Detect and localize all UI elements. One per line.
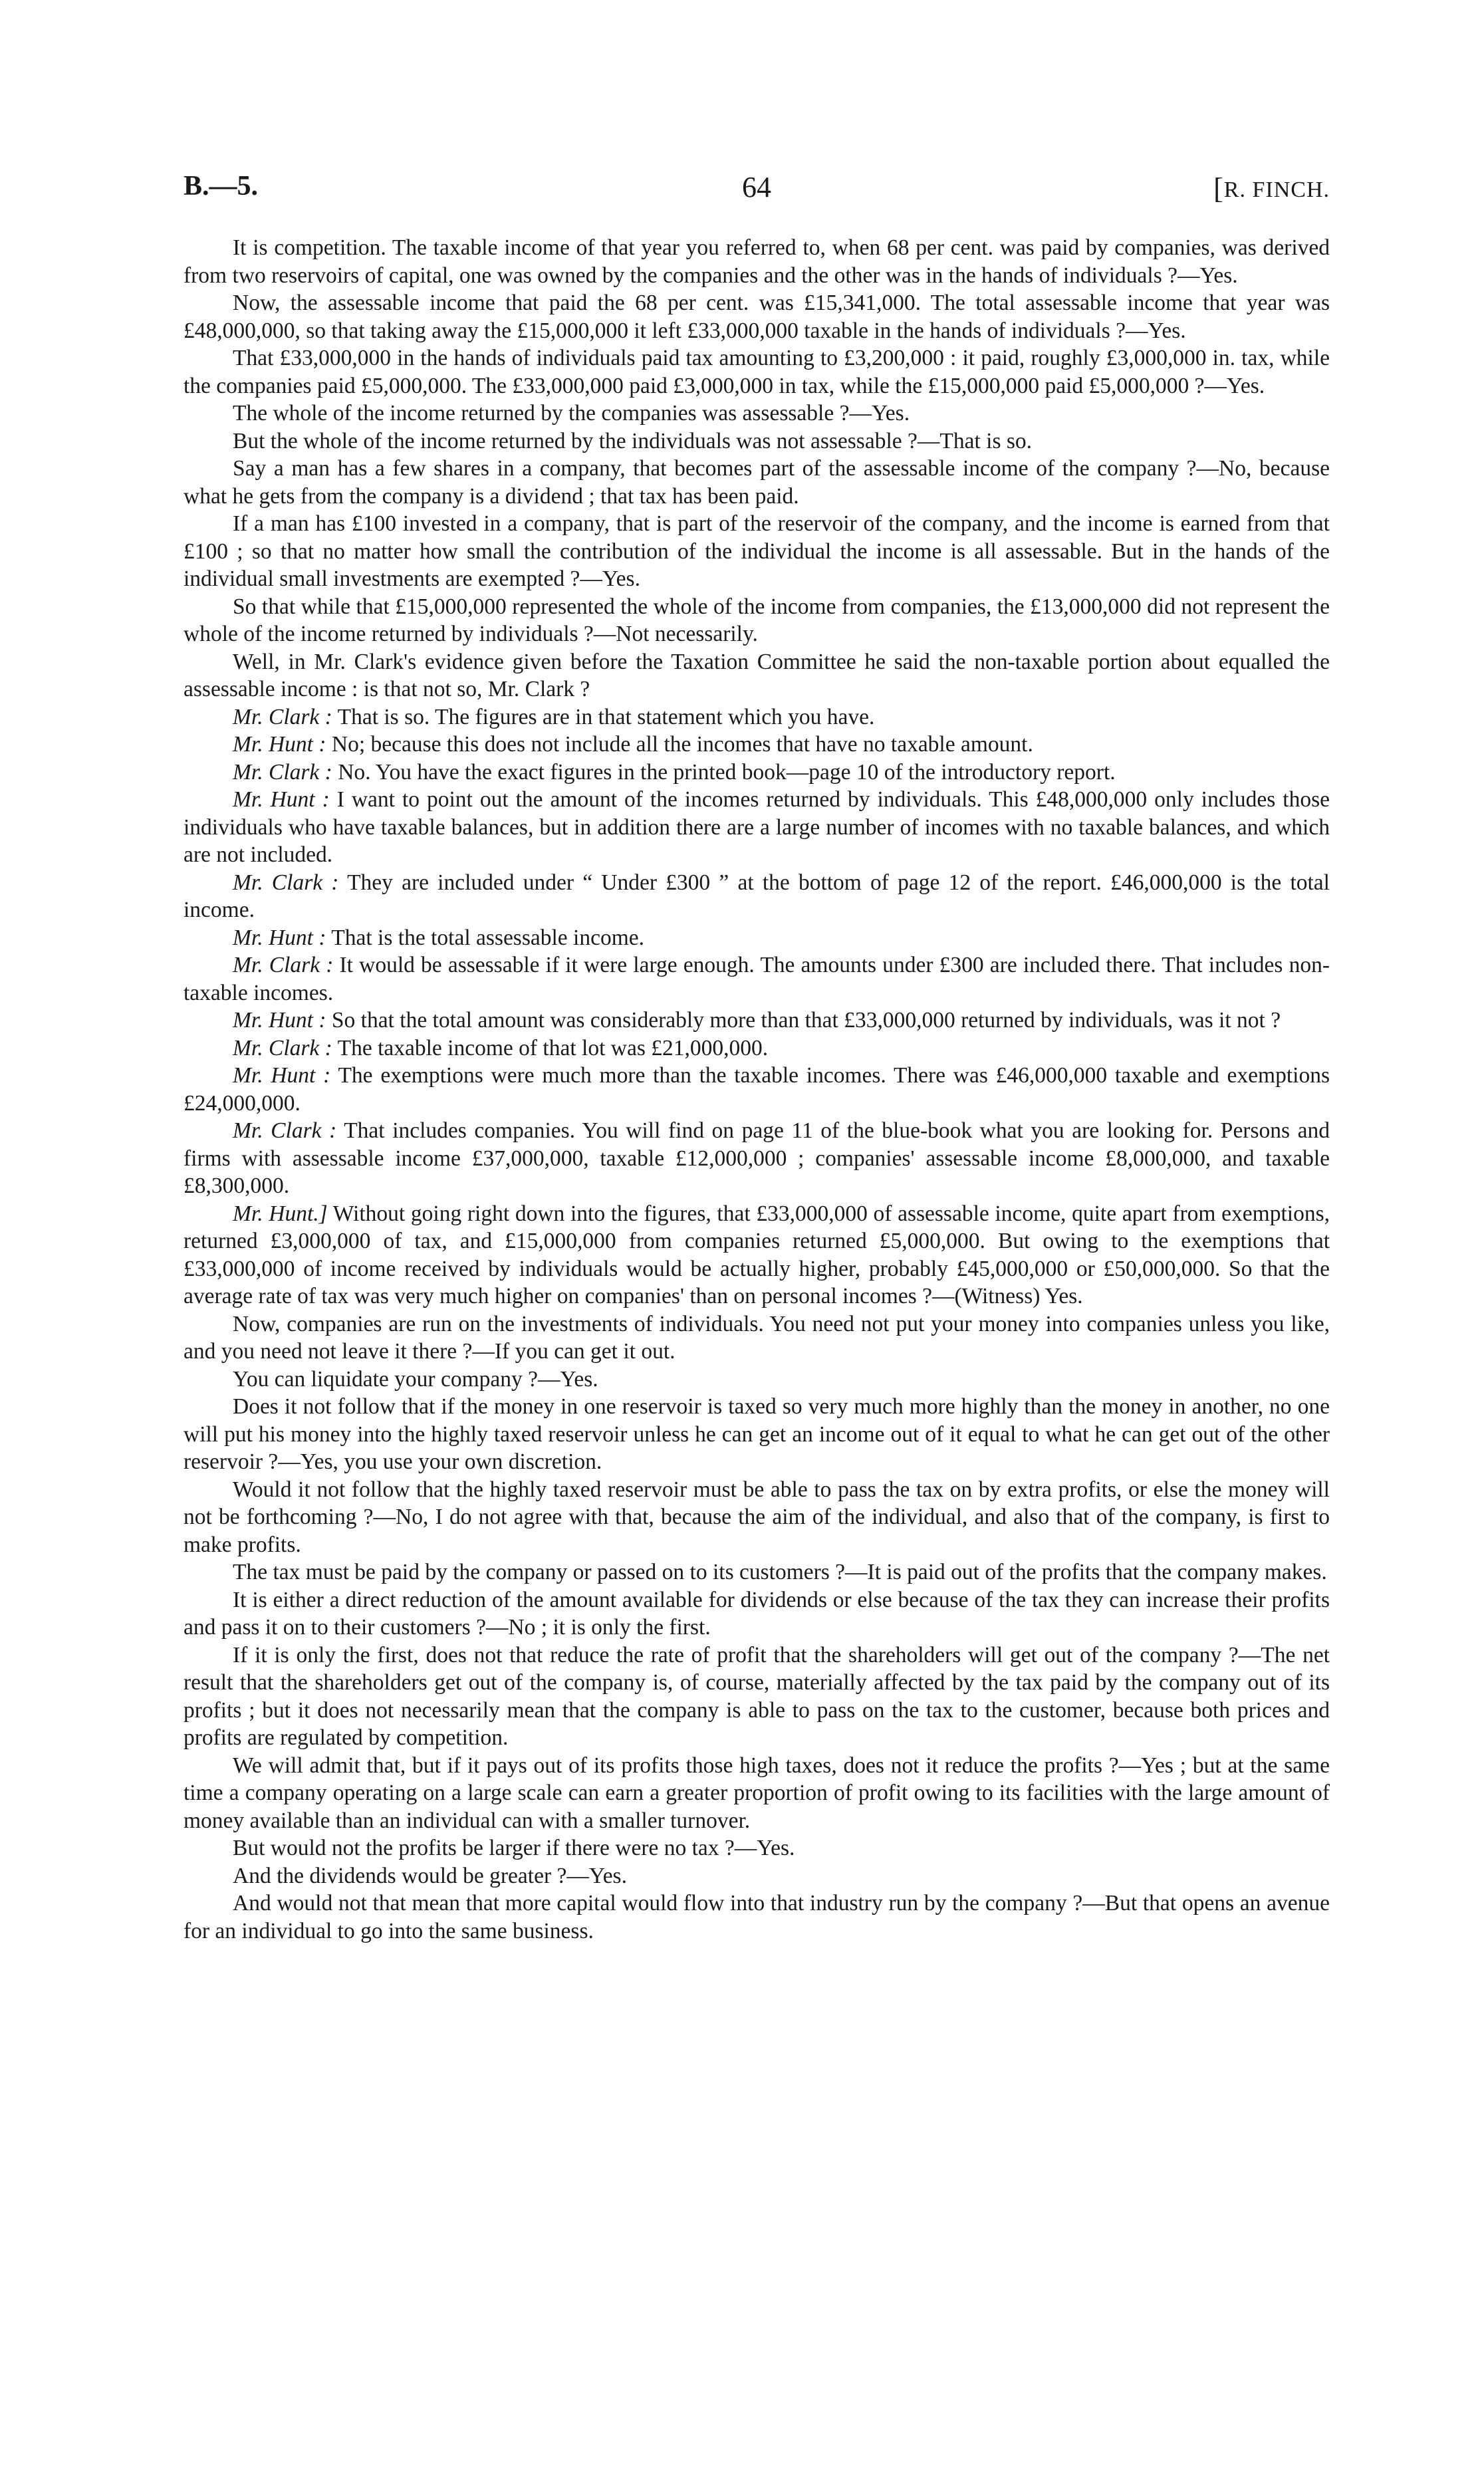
paragraph [184, 428, 1330, 455]
paragraph-text: The tax must be paid by the company or passed on to its customers ?—It is paid out of the profits that the company makes. [233, 1560, 1327, 1584]
paragraph-text: We will admit that, but if it pays out of its profits those high taxes, does not it reduce the profits ?—Yes ; but at the same time a company operating on a large scale can earn a greater proportion of profit owing to its facilities with the large amount of money available than an individual can with a smaller turnover. [184, 1753, 1330, 1833]
paragraph [184, 1007, 1330, 1035]
paragraph-text: Now, the assessable income that paid the 68 per cent. was £15,341,000. The total assessable income that year was £48,000,000, so that taking away the £15,000,000 it left £33,000,000 taxable in the hands of individuals ?—Yes. [184, 291, 1330, 343]
header-bracket: [ [1213, 172, 1224, 205]
paragraph [184, 1752, 1330, 1835]
paragraph [184, 648, 1330, 703]
paragraph [184, 1062, 1330, 1117]
paragraph-text: You can liquidate your company ?—Yes. [233, 1366, 598, 1392]
paragraph [184, 1310, 1330, 1366]
paragraph-text: It is competition. The taxable income of that year you referred to, when 68 per cent. was paid by companies, was derived from two reservoirs of capital, one was owned by the companies and the other was in the hands of individuals ?—Yes. [184, 235, 1330, 288]
paragraph [184, 289, 1330, 344]
speaker-label: Mr. Hunt.] [233, 1201, 328, 1226]
paragraph [184, 1586, 1330, 1642]
document-reference: B.—5. [184, 171, 259, 201]
paragraph-text: They are included under “ Under £300 ” at the bottom of page 12 of the report. £46,000,000 is the total income. [184, 870, 1330, 922]
speaker-label: Mr. Clark : [233, 1035, 332, 1060]
paragraph-text: Without going right down into the figures, that £33,000,000 of assessable income, quite apart from exemptions, returned £3,000,000 of tax, and £15,000,000 from companies returned £5,000,000. But owing to the exemptions that £33,000,000 of income received by individuals would be actually higher, probably £45,000,000 or £50,000,000. So that the average rate of tax was very much higher on companies' than on personal incomes ?—(Witness) Yes. [184, 1201, 1330, 1308]
speaker-label: Mr. Hunt : [233, 1063, 331, 1088]
paragraph-text: The exemptions were much more than the taxable incomes. There was £46,000,000 taxable and exemptions £24,000,000. [184, 1063, 1330, 1116]
paragraph [184, 344, 1330, 400]
paragraph-text: It would be assessable if it were large enough. The amounts under £300 are included there. That includes non-taxable incomes. [184, 953, 1330, 1005]
paragraph-text: And the dividends would be greater ?—Yes. [233, 1863, 627, 1888]
paragraph-text: The taxable income of that lot was £21,000,000. [337, 1035, 769, 1060]
paragraph-text: No. You have the exact figures in the printed book—page 10 of the introductory report. [338, 759, 1116, 785]
witness-name-text: R. FINCH. [1223, 178, 1330, 202]
paragraph [184, 1200, 1330, 1310]
paragraph [184, 1393, 1330, 1476]
paragraph-text: Would it not follow that the highly taxed reservoir must be able to pass the tax on by extra profits, or else the money will not be forthcoming ?—No, I do not agree with that, because the aim of the individual, and also that of the company, is first to make profits. [184, 1477, 1330, 1557]
paragraph-text: So that the total amount was considerably more than that £33,000,000 returned by individuals, was it not ? [331, 1008, 1281, 1033]
speaker-label: Mr. Hunt : [233, 732, 326, 757]
paragraph [184, 1862, 1330, 1890]
paragraph-text: And would not that mean that more capital would flow into that industry run by the company ?—But that opens an avenue for an individual to go into the same business. [184, 1891, 1330, 1943]
paragraph-text: I want to point out the amount of the incomes returned by individuals. This £48,000,000 only includes those individuals who have taxable balances, but in addition there are a large number of incomes with no taxable balances, and which are not included. [184, 787, 1330, 867]
speaker-label: Mr. Clark : [233, 953, 334, 977]
paragraph [184, 1117, 1330, 1200]
page-body [184, 234, 1330, 1945]
paragraph [184, 510, 1330, 593]
paragraph-text: Does it not follow that if the money in one reservoir is taxed so very much more highly than the money in another, no one will put his money into the highly taxed reservoir unless he can get an income out of it equal to what he can get out of the other reservoir ?—Yes, you use your own discretion. [184, 1394, 1330, 1474]
paragraph-text: That includes companies. You will find on page 11 of the blue-book what you are looking for. Persons and firms with assessable income £37,000,000, taxable £12,000,000 ; companies' assessable income £8,000,000, and taxable £8,300,000. [184, 1118, 1330, 1198]
paragraph [184, 1642, 1330, 1752]
speaker-label: Mr. Clark : [233, 870, 339, 895]
paragraph-text: So that while that £15,000,000 represented the whole of the income from companies, the £13,000,000 did not represent the whole of the income returned by individuals ?—Not necessarily. [184, 594, 1330, 646]
paragraph [184, 1834, 1330, 1862]
paragraph [184, 759, 1330, 787]
page-number: 64 [742, 171, 771, 203]
paragraph-text: Say a man has a few shares in a company, that becomes part of the assessable income of the company ?—No, because what he gets from the company is a dividend ; that tax has been paid. [184, 456, 1330, 509]
paragraph [184, 951, 1330, 1007]
paragraph-text: Now, companies are run on the investments of individuals. You need not put your money into companies unless you like, and you need not leave it there ?—If you can get it out. [184, 1311, 1330, 1364]
paragraph-text: The whole of the income returned by the companies was assessable ?—Yes. [233, 401, 910, 426]
paragraph [184, 1476, 1330, 1559]
paragraph [184, 1890, 1330, 1945]
speaker-label: Mr. Hunt : [233, 1008, 326, 1033]
paragraph [184, 869, 1330, 924]
paragraph-text: But the whole of the income returned by the individuals was not assessable ?—That is so. [233, 428, 1033, 453]
paragraph-text: If a man has £100 invested in a company, that is part of the reservoir of the company, and the income is earned from that £100 ; so that no matter how small the contribution of the individual the income is all assessable. But in the hands of the individual small investments are exempted ?—Yes. [184, 511, 1330, 591]
paragraph-text: It is either a direct reduction of the amount available for dividends or else because of the tax they can increase their profits and pass it on to their customers ?—No ; it is only the first. [184, 1587, 1330, 1640]
paragraph-text: But would not the profits be larger if there were no tax ?—Yes. [233, 1836, 795, 1860]
paragraph-text: That is the total assessable income. [331, 925, 645, 950]
paragraph [184, 924, 1330, 952]
paragraph [184, 1366, 1330, 1394]
paragraph [184, 455, 1330, 510]
speaker-label: Mr. Clark : [233, 759, 332, 785]
paragraph [184, 1558, 1330, 1586]
paragraph [184, 1035, 1330, 1062]
speaker-label: Mr. Hunt : [233, 925, 326, 950]
paragraph [184, 703, 1330, 731]
speaker-label: Mr. Clark : [233, 704, 332, 729]
paragraph [184, 234, 1330, 289]
speaker-label: Mr. Clark : [233, 1118, 337, 1143]
paragraph [184, 400, 1330, 428]
paragraph-text: That £33,000,000 in the hands of individuals paid tax amounting to £3,200,000 : it paid, roughly £3,000,000 in. tax, while the companies paid £5,000,000. The £33,000,000 paid £3,000,000 in tax, while the £15,000,000 paid £5,000,000 ?—Yes. [184, 346, 1330, 398]
paragraph-text: That is so. The figures are in that statement which you have. [337, 704, 875, 729]
paragraph-text: Well, in Mr. Clark's evidence given before the Taxation Committee he said the non-taxable portion about equalled the assessable income : is that not so, Mr. Clark ? [184, 649, 1330, 701]
paragraph-text: No; because this does not include all the incomes that have no taxable amount. [331, 732, 1033, 757]
paragraph-text: If it is only the first, does not that reduce the rate of profit that the shareholders will get out of the company ?—The net result that the shareholders get out of the company is, of course, materially affected by the tax paid by the company out of its profits ; but it does not necessarily mean that the company is able to pass on the tax to the customer, because both prices and profits are regulated by competition. [184, 1642, 1330, 1750]
witness-name [1213, 170, 1330, 204]
paragraph [184, 731, 1330, 759]
page-header [184, 170, 1330, 210]
paragraph [184, 786, 1330, 869]
paragraph [184, 593, 1330, 648]
speaker-label: Mr. Hunt : [233, 787, 330, 812]
